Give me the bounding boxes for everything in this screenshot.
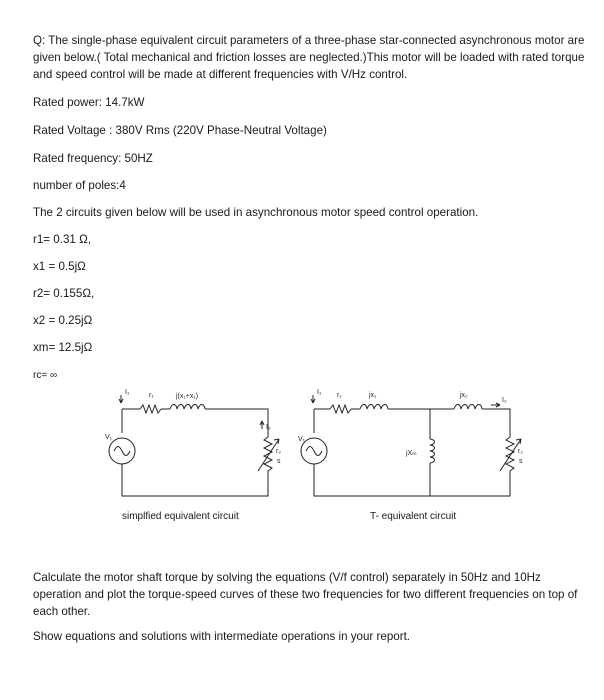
param-r1: r1= 0.31 Ω, [33, 233, 91, 246]
simplified-r2s-den: s [277, 458, 281, 465]
number-of-poles: number of poles:4 [33, 179, 126, 192]
simplified-i1-label: I₁ [125, 389, 130, 396]
simplified-inductor [170, 405, 205, 410]
simplified-jx-label: j(x₁+x₁) [176, 393, 199, 400]
t-r1-label: r₁ [337, 392, 342, 399]
t-xm-inductor [430, 439, 435, 463]
t-v1-label: V₁ [298, 436, 306, 443]
simplified-r1-resistor [140, 405, 161, 413]
simplified-caption: simplfied equivalent circuit [122, 511, 239, 522]
t-xm-label: jXₘ [406, 450, 417, 457]
intro-paragraph: Q: The single-phase equivalent circuit parameters of a three-phase star-connected asynchronous motor are given below.( Total mechanical and friction losses are neglected.)This motor will be loaded with rated torque and speed control will be made at different frequencies with V/Hz control. [33, 34, 585, 81]
t-x2-inductor [454, 405, 482, 410]
param-x1: x1 = 0.5jΩ [33, 260, 86, 273]
param-xm: xm= 12.5jΩ [33, 341, 93, 354]
t-r2s-den: s [519, 458, 523, 465]
t-i2-label: I₂ [502, 397, 507, 404]
t-equivalent-caption: T- equivalent circuit [370, 511, 457, 522]
t-r2s-num: r₂ [518, 448, 524, 455]
report-note: Show equations and solutions with intermediate operations in your report. [33, 630, 411, 643]
t-equivalent-circuit [301, 395, 524, 496]
rated-power: Rated power: 14.7kW [33, 96, 145, 109]
circuit-diagram [0, 385, 604, 535]
t-jx2-label: jx₂ [460, 392, 468, 399]
simplified-r2s-num: r₂ [276, 448, 282, 455]
simplified-circuit [109, 395, 282, 496]
param-r2: r2= 0.155Ω, [33, 287, 95, 300]
t-r1-resistor [330, 405, 351, 413]
circuits-note: The 2 circuits given below will be used in asynchronous motor speed control operation. [33, 206, 479, 219]
t-jx1-label: jx₁ [369, 392, 377, 399]
param-rc: rc= ∞ [33, 370, 58, 381]
t-x1-inductor [360, 405, 388, 410]
rated-frequency: Rated frequency: 50HZ [33, 152, 153, 165]
rated-voltage: Rated Voltage : 380V Rms (220V Phase-Neutral Voltage) [33, 124, 327, 137]
task-paragraph: Calculate the motor shaft torque by solving the equations (V/f control) separately in 50Hz and 10Hz operation and plot the torque-speed curves of these two frequencies for two different frequencies on top of each other. [33, 571, 578, 618]
simplified-r2s-resistor [264, 437, 272, 477]
simplified-i2-label: I₂ [266, 424, 271, 431]
simplified-r1-label: r₁ [149, 392, 154, 399]
t-i1-label: I₁ [317, 389, 322, 396]
param-x2: x2 = 0.25jΩ [33, 314, 93, 327]
simplified-v1-label: V₁ [105, 434, 113, 441]
t-r2s-resistor [506, 437, 514, 477]
